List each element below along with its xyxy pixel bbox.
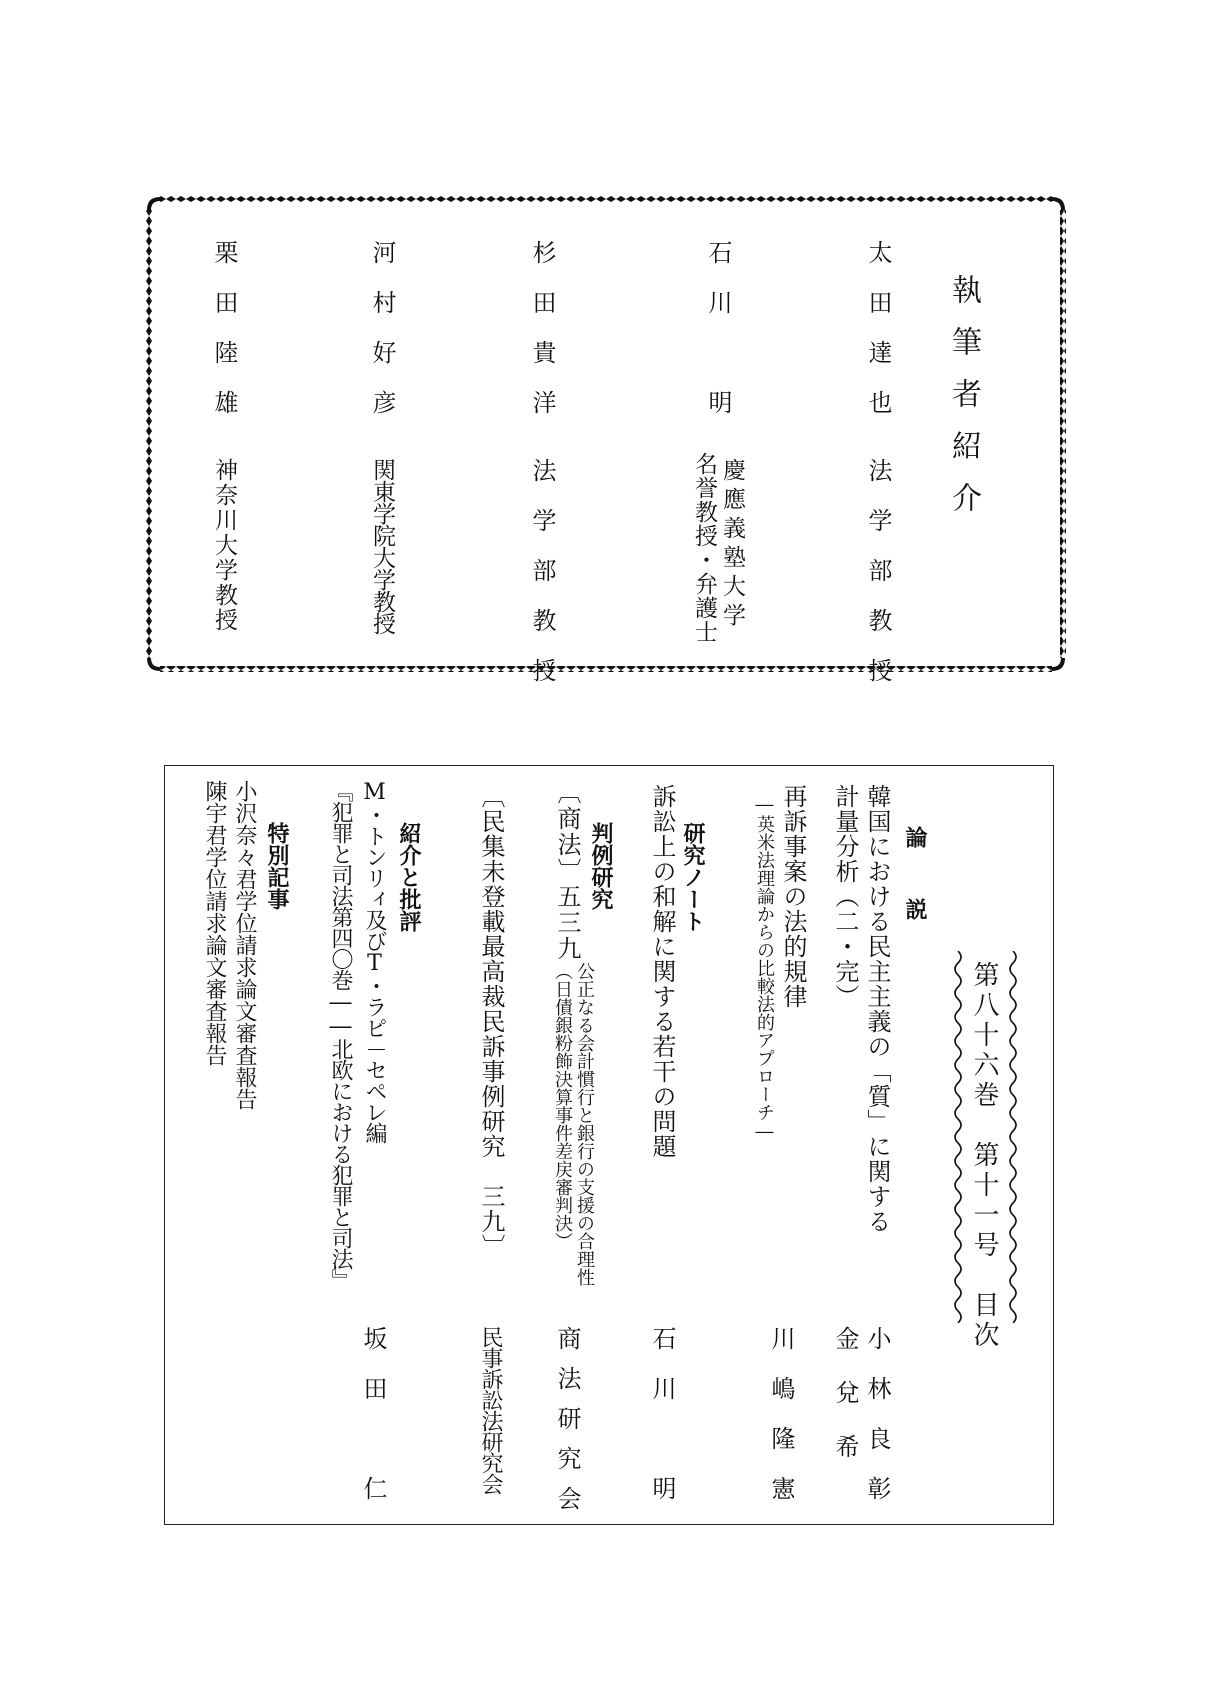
author-affiliation-line-1: 慶應義塾大学 xyxy=(719,458,745,632)
author-name: 栗田陸雄 xyxy=(210,240,238,440)
article-author: 金兌希 xyxy=(831,1326,859,1488)
author-affiliation: 関東学院大学教授 xyxy=(369,458,395,634)
article-title-line-2: 計量分析（二・完） xyxy=(831,784,859,1009)
article-author: 石川 明 xyxy=(648,1326,676,1526)
author-affiliation: 神奈川大学教授 xyxy=(211,458,237,633)
ornamental-border xyxy=(146,196,1066,672)
section-label-ronsetsu: 論 説 xyxy=(902,826,927,934)
authors-heading: 執筆者紹介 xyxy=(946,274,981,534)
article-title: 再訴事案の法的規律 xyxy=(779,784,807,1009)
article-author: 小林良彰 xyxy=(863,1326,891,1526)
toc-title: 第八十六巻 第十一号 目次 xyxy=(969,961,999,1351)
review-title-line-2: 『犯罪と司法第四〇巻――北欧における犯罪と司法』 xyxy=(328,780,353,1290)
section-label-tokubetsu: 特別記事 xyxy=(264,822,289,910)
author-name: 杉田貴洋 xyxy=(528,240,556,440)
review-title-line-1: M・トンリィ及びT・ラピ－セペレ編 xyxy=(362,780,387,1143)
wavy-rule-left xyxy=(1005,951,1021,1323)
wavy-rule-right xyxy=(950,951,966,1323)
toc-section xyxy=(164,765,1054,1525)
case-subtitle-line-1: 公正なる会計慣行と銀行の支援の合理性 xyxy=(574,962,595,1286)
author-name: 河村好彦 xyxy=(368,240,396,440)
article-author: 川嶋隆憲 xyxy=(767,1326,795,1526)
special-article-title: 陳宇君学位請求論文審査報告 xyxy=(202,780,227,1066)
case-title: 〔民集未登載最高裁民訴事例研究 三九〕 xyxy=(477,784,505,1259)
article-subtitle: ―英米法理論からの比較法的アプローチ― xyxy=(754,794,775,1142)
case-author: 商法研究会 xyxy=(553,1326,581,1526)
section-label-hanrei: 判例研究 xyxy=(588,822,613,910)
section-label-shokai: 紹介と批評 xyxy=(396,822,421,932)
author-affiliation: 法学部教授 xyxy=(864,458,892,708)
case-title: 〔商法〕五三九 xyxy=(553,780,581,962)
author-name: 太田達也 xyxy=(864,240,892,440)
article-title-line-1: 韓国における民主主義の「質」に関する xyxy=(863,784,891,1234)
case-author: 民事訴訟法研究会 xyxy=(478,1326,503,1494)
case-subtitle-line-2: （日債銀粉飾決算事件差戻審判決） xyxy=(552,962,573,1250)
review-author: 坂田 仁 xyxy=(359,1326,387,1526)
section-label-kenkyu-note: 研究ノート xyxy=(680,822,705,932)
author-affiliation: 法学部教授 xyxy=(528,458,556,708)
special-article-title: 小沢奈々君学位請求論文審査報告 xyxy=(232,780,257,1110)
author-affiliation-line-2: 名誉教授・弁護士 xyxy=(691,452,717,644)
authors-section xyxy=(146,196,1066,708)
author-name: 石川 明 xyxy=(704,240,732,440)
article-title: 訴訟上の和解に関する若干の問題 xyxy=(648,784,676,1159)
